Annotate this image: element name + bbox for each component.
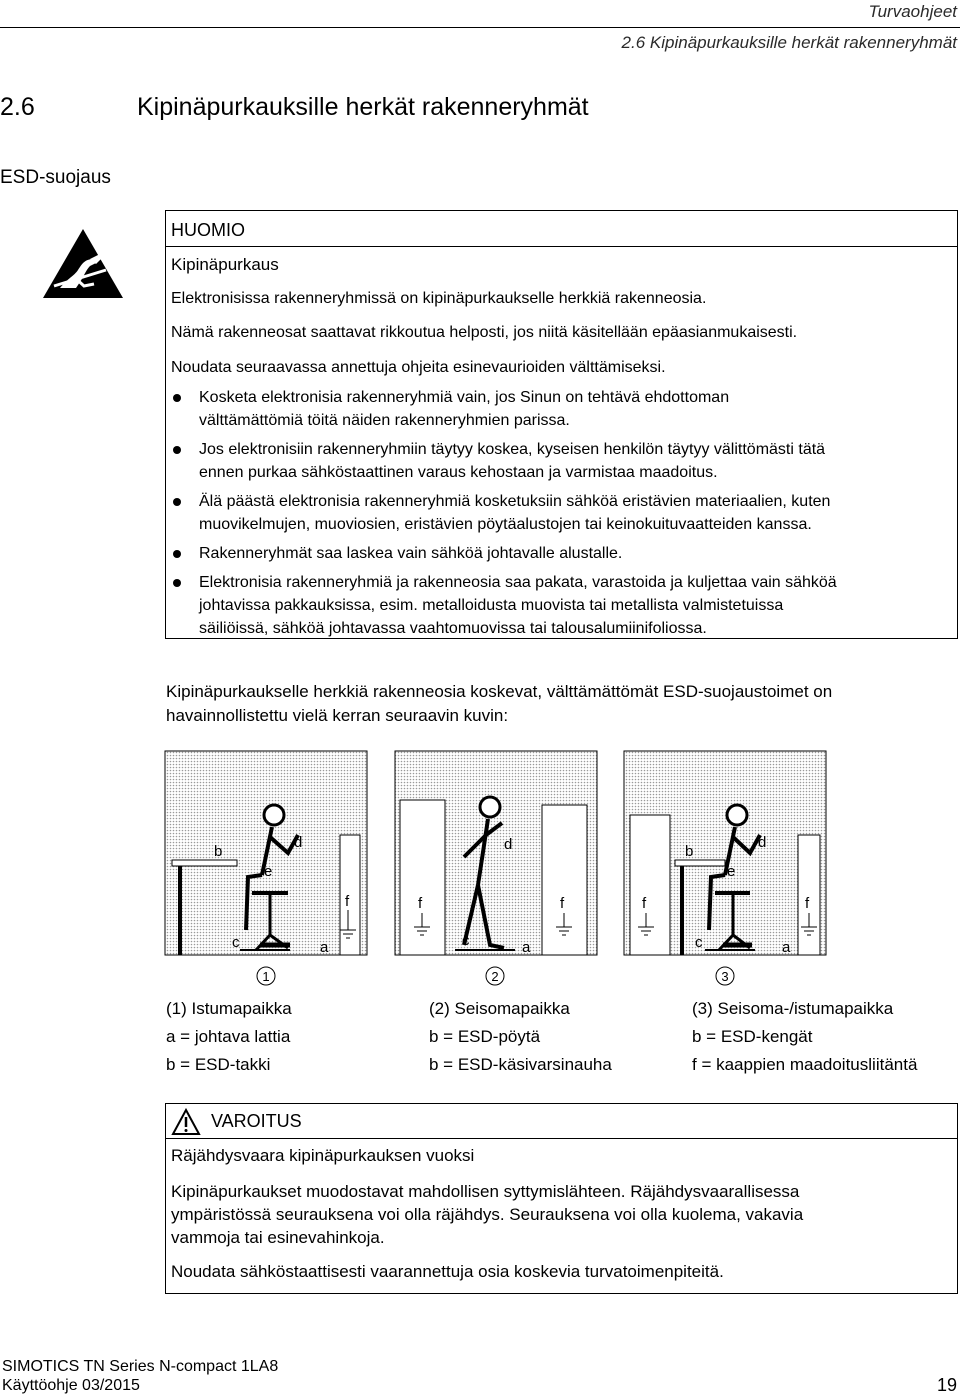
legend-col3-row2: b = ESD-kengät — [692, 1027, 813, 1046]
panel3-label-e: e — [727, 863, 736, 880]
intro-text — [166, 680, 832, 728]
legend-col2-row3: b = ESD-käsivarsinauha — [429, 1055, 612, 1074]
panel1-label-b: b — [214, 843, 223, 860]
panel3-label-d: d — [758, 834, 767, 851]
callout-2: 2 — [491, 969, 499, 984]
legend-col1-row1: (1) Istumapaikka — [166, 999, 292, 1018]
warning-triangle-icon — [171, 1108, 201, 1136]
panel1-label-d: d — [294, 834, 303, 851]
warning-para1 — [171, 1180, 803, 1249]
bullet-item — [171, 542, 956, 565]
warning-heading: Räjähdysvaara kipinäpurkauksen vuoksi — [171, 1146, 475, 1165]
warning-para2: Noudata sähköstaattisesti vaarannettuja osia koskevia turvatoimenpiteitä. — [171, 1262, 724, 1281]
bullet-line: Kosketa elektronisia rakenneryhmiä vain, jos Sinun on tehtävä ehdottoman — [199, 389, 730, 406]
bullet-line: välttämättömiä töitä näiden rakenneryhmien parissa. — [199, 412, 570, 429]
callout-1: 1 — [262, 969, 270, 984]
page-title: Kipinäpurkauksille herkät rakenneryhmät — [137, 93, 589, 121]
notice-signal-word: HUOMIO — [171, 220, 245, 240]
warning-line: ympäristössä seurauksena voi olla räjähdys. Seurauksena voi olla kuolema, vakavia — [171, 1205, 804, 1224]
legend-col1-row2: a = johtava lattia — [166, 1027, 291, 1046]
legend-col2-row1: (2) Seisomapaikka — [429, 999, 570, 1018]
panel3-label-f1: f — [642, 895, 647, 912]
legend-col3-row3: f = kaappien maadoitusliitäntä — [692, 1055, 918, 1074]
bullet-item — [171, 490, 956, 536]
header-rule — [0, 27, 960, 28]
callout-3: 3 — [721, 969, 729, 984]
panel1-label-c: c — [232, 934, 240, 951]
panel3-label-c: c — [695, 934, 703, 951]
footer-product: SIMOTICS TN Series N-compact 1LA8 — [2, 1358, 279, 1375]
bullet-line: ennen purkaa sähköstaattinen varaus kehostaan ja varmistaa maadoitus. — [199, 464, 718, 481]
panel1-label-a: a — [320, 939, 329, 956]
panel2-label-a: a — [522, 939, 531, 956]
panel2-label-d: d — [504, 836, 513, 853]
panel-1-sitting — [165, 751, 367, 955]
bullet-line: säiliöissä, sähköä johtavassa vaahtomuovissa tai talousalumiinifoliossa. — [199, 620, 707, 637]
bullet-item — [171, 386, 956, 432]
legend-col3-row1: (3) Seisoma-/istumapaikka — [692, 999, 894, 1018]
esd-figure — [160, 745, 955, 990]
bullet-line: muovikelmujen, muoviosien, eristävien pöytäalustojen tai keinokuituvaatteiden kanssa. — [199, 516, 812, 533]
footer-manual: Käyttöohje 03/2015 — [2, 1377, 140, 1394]
page-number: 19 — [936, 1375, 957, 1395]
bullet-item — [171, 571, 956, 640]
bullet-item — [171, 438, 956, 484]
panel1-label-f: f — [345, 893, 350, 910]
header-subsection: 2.6 Kipinäpurkauksille herkät rakenneryhmät — [621, 33, 957, 52]
warning-divider — [165, 1138, 958, 1139]
bullet-line: Rakenneryhmät saa laskea vain sähköä johtavalle alustalle. — [199, 545, 623, 562]
header-section: Turvaohjeet — [868, 2, 957, 21]
notice-divider — [165, 246, 958, 247]
intro-line: Kipinäpurkaukselle herkkiä rakenneosia koskevat, välttämättömät ESD-suojaustoimet on — [166, 682, 833, 701]
legend-col2-row2: b = ESD-pöytä — [429, 1027, 541, 1046]
notice-para1-line1: Elektronisissa rakenneryhmissä on kipinäpurkaukselle herkkiä rakenneosia. — [171, 290, 707, 307]
notice-para2: Noudata seuraavassa annettuja ohjeita esinevaurioiden välttämiseksi. — [171, 359, 666, 376]
panel1-label-e: e — [264, 863, 273, 880]
panel2-label-f2: f — [560, 895, 565, 912]
panel-2-standing — [395, 751, 597, 955]
warning-line: Kipinäpurkaukset muodostavat mahdollisen syttymislähteen. Räjähdysvaarallisessa — [171, 1182, 800, 1201]
panel3-label-f2: f — [805, 895, 810, 912]
subtitle: ESD-suojaus — [0, 167, 111, 188]
warning-line: vammoja tai esinevahinkoja. — [171, 1228, 385, 1247]
notice-para1-line2: Nämä rakenneosat saattavat rikkoutua helposti, jos niitä käsitellään epäasianmukaisesti. — [171, 324, 798, 341]
notice-heading: Kipinäpurkaus — [171, 255, 279, 274]
bullet-line: johtavissa pakkauksissa, esim. metalloidusta muovista tai metallista valmistetuissa — [199, 597, 784, 614]
legend-col1-row3: b = ESD-takki — [166, 1055, 271, 1074]
panel2-label-f1: f — [418, 895, 423, 912]
bullet-line: Elektronisia rakenneryhmiä ja rakenneosia saa pakata, varastoida ja kuljettaa vain sähköä — [199, 574, 837, 591]
notice-bullet-list — [171, 386, 956, 646]
section-number: 2.6 — [0, 93, 35, 121]
panel-3-stand-sit — [624, 751, 826, 955]
panel3-label-b: b — [685, 843, 694, 860]
warning-signal-word: VAROITUS — [211, 1111, 302, 1131]
bullet-line: Jos elektronisiin rakenneryhmiin täytyy koskea, kyseisen henkilön täytyy välittömästi tätä — [199, 441, 826, 458]
esd-warning-icon — [40, 226, 126, 302]
bullet-line: Älä päästä elektronisia rakenneryhmiä kosketuksiin sähköä eristävien materiaalien, kuten — [199, 493, 831, 510]
panel2-label-c: c — [462, 932, 470, 949]
intro-line: havainnollistettu vielä kerran seuraavin kuvin: — [166, 706, 509, 725]
panel3-label-a: a — [782, 939, 791, 956]
